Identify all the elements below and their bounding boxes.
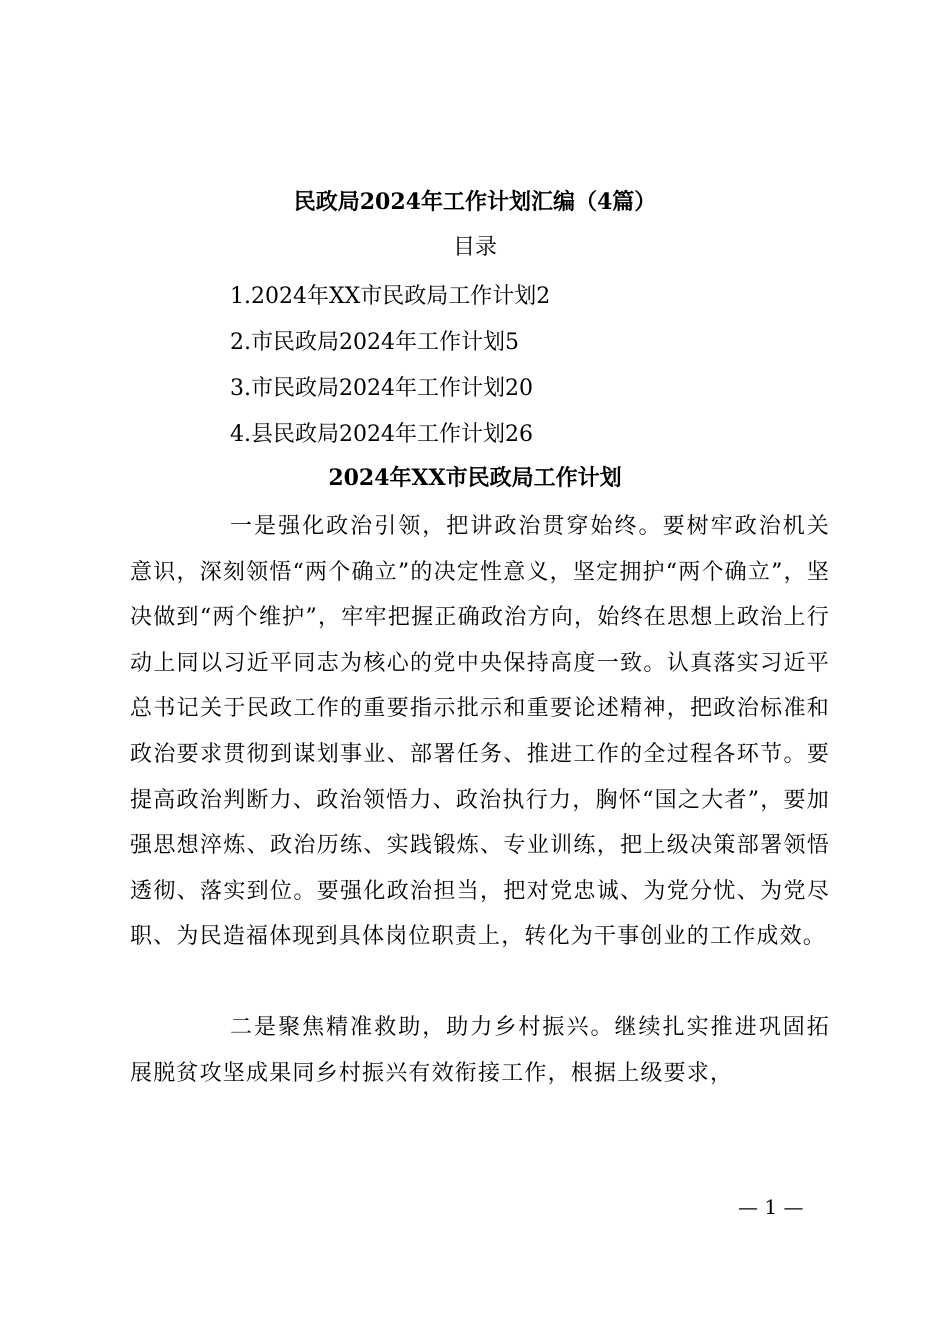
page-number: — 1 —	[738, 1195, 804, 1219]
paragraph-1: 一是强化政治引领，把讲政治贯穿始终。要树牢政治机关意识，深刻领悟“两个确立”的决定性意义，坚定拥护“两个确立”，坚决做到“两个维护”，牢牢把握正确政治方向，始终在思想上政治上行动上同以习近平同志为核心的党中央保持高度一致。认真落实习近平总书记关于民政工作的重要指示批示和重要论述精神，把政治标准和政治要求贯彻到谋划事业、部署任务、推进工作的全过程各环节。要提高政治判断力、政治领悟力、政治执行力，胸怀“国之大者”，要加强思想淬炼、政治历练、实践锻炼、专业训练，把上级决策部署领悟透彻、落实到位。要强化政治担当，把对党忠诚、为党分忧、为党尽职、为民造福体现到具体岗位职责上，转化为干事创业的工作成效。	[130, 514, 830, 950]
document-title: 民政局2024年工作计划汇编（4篇）	[293, 189, 657, 215]
body-text	[130, 504, 830, 1096]
toc-item[interactable]: 3.市民政局2024年工作计划20	[230, 376, 533, 401]
toc-item[interactable]: 1.2024年XX市民政局工作计划2	[230, 284, 551, 309]
toc-item[interactable]: 2.市民政局2024年工作计划5	[230, 330, 519, 355]
section-title: 2024年XX市民政局工作计划	[328, 465, 622, 491]
toc-item[interactable]: 4.县民政局2024年工作计划26	[230, 422, 533, 447]
table-of-contents	[230, 274, 830, 458]
paragraph-2: 二是聚焦精准救助，助力乡村振兴。继续扎实推进巩固拓展脱贫攻坚成果同乡村振兴有效衔接工作，根据上级要求，	[130, 1014, 830, 1086]
toc-heading: 目录	[452, 235, 497, 260]
